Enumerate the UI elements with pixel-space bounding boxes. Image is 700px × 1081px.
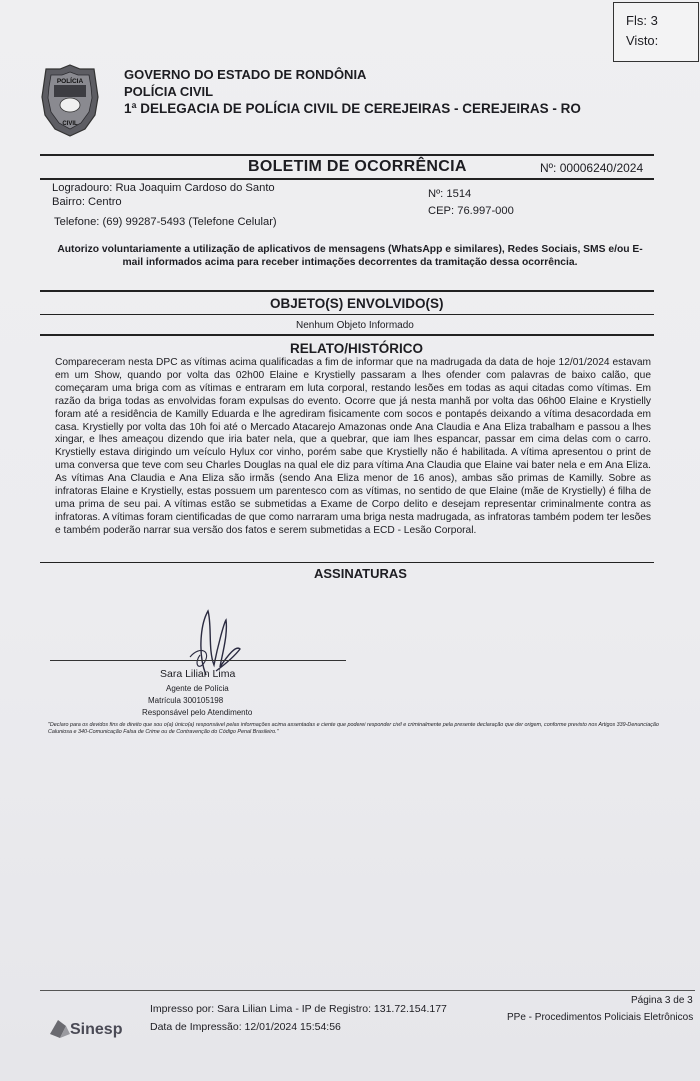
- divider: [40, 154, 654, 156]
- legal-disclaimer: "Declaro para os devidos fins de direito que sou o(a) único(a) responsável pelas informações acima assentadas e ciente que poderei responder civil e criminalmente pela presente declaração que der origem, conforme previsto nos Artigos 339-Denunciação Caluniosa e 340-Comunicação Falsa de Crime ou de Contravenção do Código Penal Brasileiro.": [48, 722, 659, 735]
- address-cep: CEP: 76.997-000: [428, 205, 514, 217]
- institution-header: [124, 66, 581, 117]
- assinaturas-title: ASSINATURAS: [314, 566, 407, 581]
- police-crest-icon: [40, 63, 100, 138]
- address-logradouro: Logradouro: Rua Joaquim Cardoso do Santo: [52, 182, 275, 194]
- folio-stamp-box: [613, 2, 699, 62]
- fls-value: 3: [650, 13, 658, 28]
- crest-top-text: POLÍCIA: [56, 78, 84, 85]
- divider: [40, 290, 654, 292]
- header-line-3: 1ª DELEGACIA DE POLÍCIA CIVIL DE CEREJEIRAS - CEREJEIRAS - RO: [124, 101, 581, 116]
- divider: [40, 334, 654, 336]
- visto-label: Visto:: [626, 33, 659, 48]
- divider: [40, 314, 654, 315]
- relato-text: Compareceram nesta DPC as vítimas acima qualificadas a fim de informar que na madrugada da data de hoje 12/01/2024 estavam em um Show, quando por volta das 02h00 Elaine e Krystielly passaram a lhes ofender com palavras de baixo calão, que começaram uma briga com as vítimas e entraram em luta corporal, restando lesões em todas as aqui citadas como vítimas. Em razão da briga todas as envolvidas foram expulsas do evento. Ocorre que já nesta manhã por volta das 06h00 Elaine e Krystielly foram até a residência de Kamilly Eduarda e lhe agrediram fisicamente com socos e pontapés deixando a vítima desacordada em casa. Krystielly por volta das 10h foi até o Mercado Atacarejo Amazonas onde Ana Claudia e Ana Eliza trabalham e passou a lhes xingar, e lhes ameaçou dizendo que iria bater nela, que a quebrar, que iam lhes espancar, passar em cima delas com o carro. Krystielly estava dirigindo um veículo Hylux cor vinho, porém sabe que Krystielly não é habilitada. A vítima apresentou o print de uma conversa que teve com seu Charles Douglas na qual ele diz para vítima Ana Claudia que Elaine vai bater nela e em Ana Eliza. As vítimas Ana Claudia e Ana Eliza são irmãs (sendo Ana Eliza menor de 16 anos), ambas são primas de Kamilly. Sobre as infratoras Elaine e Krystielly, estas possuem um parentesco com as vítimas, no sentido de que Elaine (mãe de Krystielly) é filha de uma prima de seu pai. A vítimas estão se submetidas a Exame de Corpo delito e desejam representar criminalmente contra as infratoras. A vítimas foram cientificadas de que como narraram uma briga nesta madrugada, as infratoras também podem ter lesões e também poderão narrar sua versão dos fatos e serem submetidas a ECD - Lesão Corporal.: [55, 357, 651, 536]
- header-line-2: POLÍCIA CIVIL: [124, 84, 214, 99]
- address-numero: Nº: 1514: [428, 188, 472, 200]
- sinesp-logo-text: Sinesp: [70, 1021, 123, 1038]
- signer-matricula: Matrícula 300105198: [148, 696, 224, 705]
- objetos-value: Nenhum Objeto Informado: [296, 320, 414, 331]
- footer-divider: [40, 990, 695, 991]
- footer-page-number: Página 3 de 3: [631, 995, 693, 1006]
- relato-title: RELATO/HISTÓRICO: [290, 341, 424, 356]
- objetos-title: OBJETO(S) ENVOLVIDO(S): [270, 296, 444, 311]
- document-title: BOLETIM DE OCORRÊNCIA: [248, 158, 467, 175]
- signer-name: Sara Lilian Lima: [160, 668, 236, 680]
- header-line-1: GOVERNO DO ESTADO DE RONDÔNIA: [124, 67, 367, 82]
- signer-responsavel: Responsável pelo Atendimento: [142, 708, 253, 717]
- occurrence-number: Nº: 00006240/2024: [540, 161, 644, 175]
- signature-line: [50, 660, 346, 661]
- divider: [40, 178, 654, 180]
- footer-print-date: Data de Impressão: 12/01/2024 15:54:56: [150, 1021, 341, 1033]
- fls-label: Fls:: [626, 13, 647, 28]
- footer-system-name: PPe - Procedimentos Policiais Eletrônicos: [507, 1012, 694, 1023]
- divider: [40, 562, 654, 563]
- consent-notice: Autorizo voluntariamente a utilização de aplicativos de mensagens (WhatsApp e similares), Redes Sociais, SMS e/ou E-mail informados acima para receber intimações decorrentes da tramitação dessa ocorrência.: [57, 244, 643, 268]
- address-telefone: Telefone: (69) 99287-5493 (Telefone Celular): [54, 216, 277, 228]
- signer-role: Agente de Polícia: [166, 684, 229, 693]
- sinesp-logo-icon: [46, 1012, 132, 1046]
- crest-bottom-text: CIVIL: [62, 121, 78, 127]
- footer-printed-by: Impresso por: Sara Lilian Lima - IP de Registro: 131.72.154.177: [150, 1003, 447, 1015]
- address-bairro: Bairro: Centro: [52, 196, 122, 208]
